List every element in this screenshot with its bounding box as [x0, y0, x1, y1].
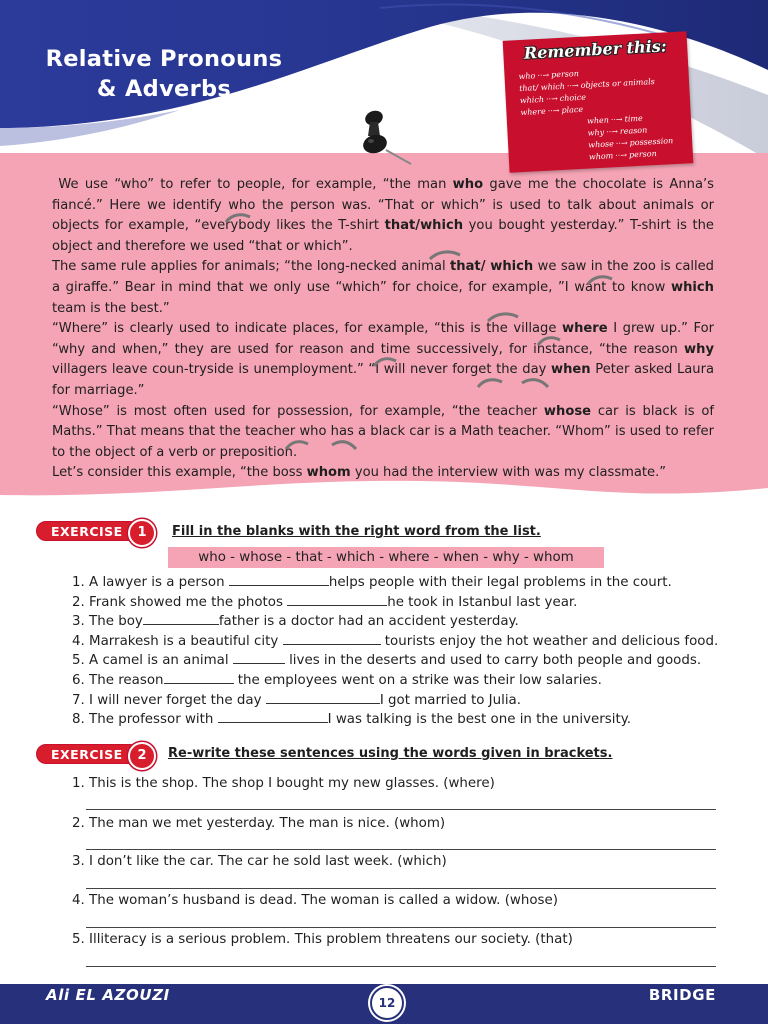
exercise-label-text: EXERCISE — [51, 524, 123, 539]
keyword: whom — [306, 465, 351, 481]
text: “Where” is clearly used to indicate places, for example, “this is the village — [52, 321, 562, 337]
exercise-2-item: 1. This is the shop. The shop I bought my new glasses. (where) — [72, 776, 495, 791]
swoosh-arrow-icon — [224, 212, 252, 224]
item-text: 2. Frank showed me the photos — [72, 594, 288, 610]
remember-box — [503, 31, 694, 172]
answer-blank[interactable] — [229, 573, 329, 586]
answer-blank[interactable] — [143, 612, 219, 625]
item-text: 6. The reason — [72, 673, 164, 688]
exercise-1-item — [72, 593, 577, 612]
item-text: 4. Marrakesh is a beautiful city — [72, 633, 283, 649]
remember-word: whom — [588, 151, 614, 162]
remember-item — [587, 114, 643, 126]
remember-meaning: objects or animals — [580, 77, 656, 90]
item-text: 1. A lawyer is a person — [72, 575, 229, 590]
paragraph — [52, 463, 714, 484]
arrow-icon: ··→ — [605, 127, 619, 137]
answer-blank[interactable] — [266, 691, 380, 704]
exercise-number: 2 — [128, 742, 156, 770]
swoosh-arrow-icon — [520, 377, 550, 389]
text: The same rule applies for animals; “the long-necked animal — [52, 259, 451, 275]
swoosh-arrow-icon — [486, 311, 520, 323]
exercise-1-item — [72, 573, 672, 592]
text: “Whose” is most often used for possession, for example, “the teacher — [52, 403, 544, 419]
arrow-icon: ··→ — [545, 94, 559, 104]
answer-line[interactable] — [86, 809, 716, 810]
item-text: the employees went on a strike was their low salaries. — [233, 673, 602, 688]
remember-item — [589, 149, 657, 162]
page-title-line1: Relative Pronouns — [45, 46, 283, 72]
exercise-label — [36, 521, 140, 541]
answer-blank[interactable] — [233, 651, 285, 664]
exercise-1-item — [72, 651, 701, 670]
text: I grew up.” For “why and when,” they are used for reason and time successively, for instance, “the reason — [52, 321, 714, 357]
paragraph — [52, 257, 714, 319]
exercise-1-item — [72, 691, 521, 710]
remember-meaning: choice — [559, 92, 587, 103]
exercise-1-item — [72, 632, 718, 651]
keyword: that/ which — [450, 259, 534, 275]
remember-item — [520, 93, 587, 105]
remember-item — [518, 69, 579, 81]
item-text: 7. I will never forget the day — [72, 692, 266, 708]
item-text: I was talking is the best one in the university. — [327, 712, 631, 728]
remember-word: that/ which — [518, 81, 566, 94]
text: gave me the chocolate is Anna’s fiancé.” Here we identify who the person was. “That or which” is used to talk about animals or objects for example, “everybody likes the T-shirt — [52, 177, 714, 234]
arrow-icon: ··→ — [610, 114, 623, 125]
answer-blank[interactable] — [164, 671, 234, 684]
arrow-icon: ··→ — [537, 70, 550, 81]
brand-name: BRIDGE — [648, 986, 716, 1004]
remember-word: where — [520, 106, 546, 118]
word-list: who - whose - that - which - where - when - why - whom — [168, 547, 604, 568]
remember-meaning: place — [561, 104, 584, 115]
keyword: why — [684, 341, 714, 357]
keyword: which — [671, 279, 714, 295]
page-number: 12 — [370, 986, 404, 1020]
remember-item — [520, 105, 583, 117]
remember-item — [588, 136, 673, 149]
explanation-text — [52, 175, 714, 484]
swoosh-arrow-icon — [330, 439, 358, 451]
answer-line[interactable] — [86, 927, 716, 928]
page-title-line2: & Adverbs — [96, 76, 232, 102]
item-text: he took in Istanbul last year. — [387, 594, 578, 610]
item-text: lives in the deserts and used to carry both people and goods. — [284, 653, 702, 669]
keyword: that/which — [384, 218, 464, 234]
text: Let’s consider this example, “the boss — [52, 465, 307, 481]
exercise-label — [36, 744, 140, 764]
arrow-icon: ··→ — [566, 80, 579, 91]
exercise-1-instruction: Fill in the blanks with the right word from the list. — [172, 524, 541, 539]
exercise-1-item — [72, 612, 519, 631]
exercise-1-item — [72, 671, 602, 690]
remember-meaning: person — [550, 68, 580, 80]
swoosh-arrow-icon — [586, 274, 614, 286]
exercise-2-instruction: Re-write these sentences using the words given in brackets. — [168, 746, 613, 761]
author-name: Ali EL AZOUZI — [46, 986, 170, 1004]
text: Peter asked Laura for marriage.” — [52, 362, 714, 398]
item-text: 5. A camel is an animal — [72, 653, 233, 669]
swoosh-arrow-icon — [476, 377, 504, 389]
answer-line[interactable] — [86, 888, 716, 889]
exercise-1-badge — [36, 521, 160, 543]
keyword: who — [452, 177, 484, 192]
item-text: helps people with their legal problems in the court. — [328, 575, 672, 590]
exercise-2-badge — [36, 744, 160, 766]
exercise-1-item — [72, 710, 631, 729]
remember-title: Remember this: — [523, 36, 668, 63]
remember-word: whose — [588, 139, 615, 150]
exercise-2-item: 2. The man we met yesterday. The man is nice. (whom) — [72, 816, 446, 831]
text: car is black is of Maths.” That means that the teacher who has a black car is a Math teacher. “Whom” is used to refer to the object of a verb or preposition. — [52, 403, 714, 460]
swoosh-arrow-icon — [284, 439, 310, 451]
swoosh-arrow-icon — [536, 335, 562, 347]
paragraph — [52, 402, 714, 464]
answer-blank[interactable] — [283, 632, 381, 645]
page-title — [44, 44, 284, 104]
swoosh-arrow-icon — [428, 249, 462, 261]
remember-meaning: person — [628, 149, 657, 160]
exercise-2-item: 5. Illiteracy is a serious problem. This problem threatens our society. (that) — [72, 932, 573, 947]
text: we saw in the zoo is called a giraffe.” Bear in mind that we only use “which” for choice, for example, ”I want to know — [52, 259, 714, 295]
item-text: I got married to Julia. — [379, 692, 521, 708]
paragraph — [52, 175, 714, 257]
exercise-2-item: 3. I don’t like the car. The car he sold last week. (which) — [72, 854, 447, 869]
text: villagers leave coun-tryside is unemployment.” “I will never forget the day — [52, 362, 551, 378]
keyword: where — [562, 321, 608, 337]
item-text: 8. The professor with — [72, 712, 218, 728]
answer-blank[interactable] — [218, 710, 328, 723]
exercise-label-text: EXERCISE — [51, 747, 123, 762]
answer-line[interactable] — [86, 849, 716, 850]
exercise-2-item: 4. The woman’s husband is dead. The woman is called a widow. (whose) — [72, 893, 558, 908]
remember-meaning: time — [624, 113, 643, 124]
keyword: when — [551, 362, 591, 378]
arrow-icon: ··→ — [615, 138, 628, 149]
swoosh-arrow-icon — [372, 356, 398, 368]
text: We use “who” to refer to people, for example, “the man — [58, 177, 453, 192]
arrow-icon: ··→ — [615, 150, 628, 161]
exercise-number: 1 — [128, 519, 156, 547]
item-text: 3. The boy — [72, 614, 143, 630]
arrow-icon: ··→ — [547, 106, 560, 116]
pushpin-icon — [356, 106, 416, 166]
answer-blank[interactable] — [287, 593, 387, 606]
remember-word: why — [587, 127, 605, 138]
item-text: father is a doctor had an accident yesterday. — [218, 614, 519, 630]
remember-meaning: possession — [629, 136, 674, 148]
remember-item — [587, 125, 647, 137]
text: you had the interview with was my classmate.” — [350, 465, 667, 481]
answer-line[interactable] — [86, 966, 716, 967]
text: team is the best.” — [52, 300, 170, 316]
remember-word: when — [586, 115, 610, 126]
remember-word: which — [519, 94, 545, 106]
item-text: tourists enjoy the hot weather and delicious food. — [380, 633, 719, 649]
remember-meaning: reason — [619, 125, 648, 136]
remember-word: who — [518, 71, 536, 82]
text: you bought yesterday.” T-shirt is the object and therefore we used “that or which”. — [52, 218, 714, 254]
keyword: whose — [543, 403, 592, 419]
